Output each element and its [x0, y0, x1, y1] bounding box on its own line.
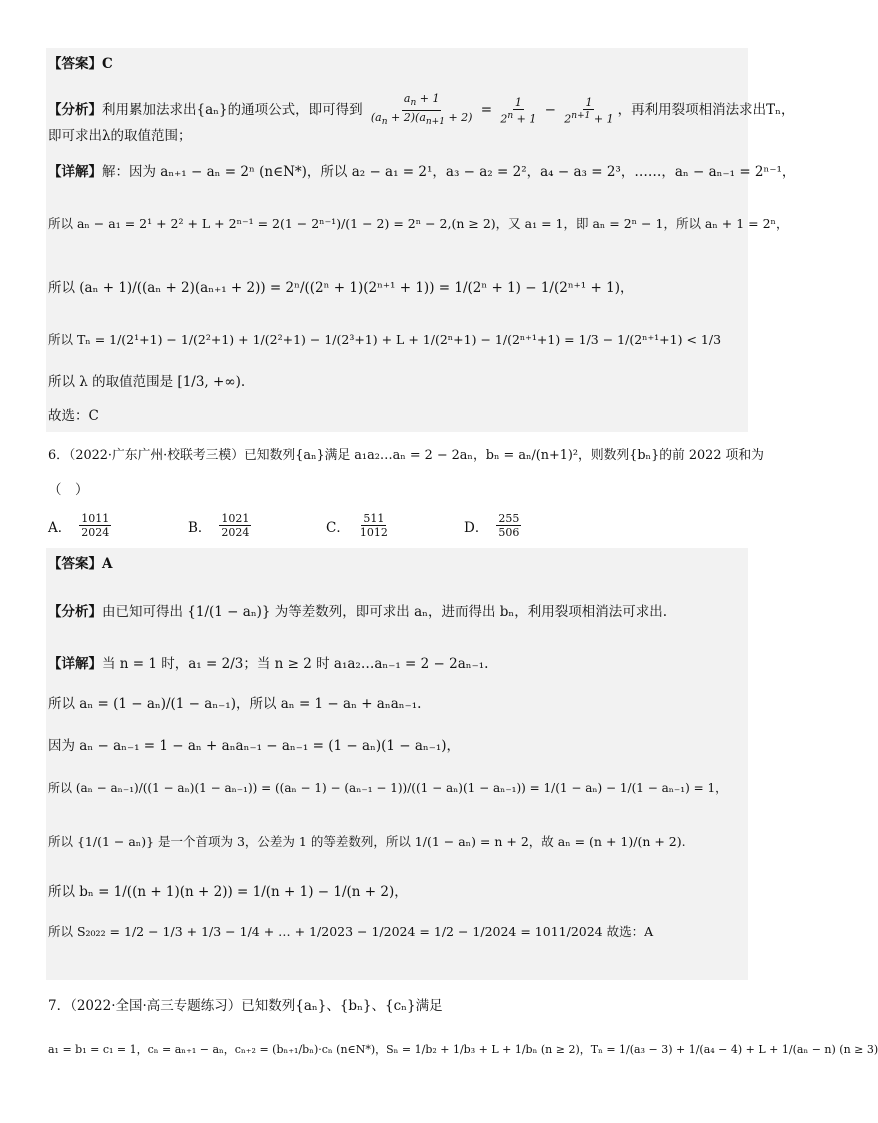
choice-5: 故选：C	[48, 408, 99, 424]
analysis-5-cont: 即可求出λ的取值范围；	[48, 128, 192, 144]
detail-6-3: 因为 aₙ − aₙ₋₁ = 1 − aₙ + aₙaₙ₋₁ − aₙ₋₁ = (1 − aₙ)(1 − aₙ₋₁)，	[48, 738, 461, 754]
detail-5-2: 所以 aₙ − a₁ = 2¹ + 2² + L + 2ⁿ⁻¹ = 2(1 − 2ⁿ⁻¹)/(1 − 2) = 2ⁿ − 2,(n ≥ 2)，又 a₁ = 1，即 aₙ = 2ⁿ − 1，所以 aₙ + 1 = 2ⁿ，	[48, 216, 789, 231]
detail-5-3: 所以 (aₙ + 1)/((aₙ + 2)(aₙ₊₁ + 2)) = 2ⁿ/((2ⁿ + 1)(2ⁿ⁺¹ + 1)) = 1/(2ⁿ + 1) − 1/(2ⁿ⁺¹ + 1)，	[48, 280, 634, 296]
detail-5-1: 【详解】解：因为 aₙ₊₁ − aₙ = 2ⁿ (n∈N*)，所以 a₂ − a₁ = 2¹，a₃ − a₂ = 2²，a₄ − a₃ = 2³，……，aₙ − aₙ₋₁ = 2ⁿ⁻¹，	[48, 164, 796, 180]
option-d[interactable]: D． $\frac{255}{506}$	[464, 512, 520, 539]
analysis-6: 【分析】由已知可得出 {1/(1 − aₙ)} 为等差数列，即可求出 aₙ，进而得出 bₙ，利用裂项相消法可求出.	[48, 604, 668, 620]
answer-5: 【答案】C	[48, 56, 113, 72]
detail-6-1: 【详解】当 n = 1 时，a₁ = 2/3；当 n ≥ 2 时 a₁a₂…aₙ₋₁ = 2 − 2aₙ₋₁.	[48, 656, 489, 672]
option-a[interactable]: A． $\frac{1011}{2024}$	[48, 512, 110, 539]
detail-6-6: 所以 bₙ = 1/((n + 1)(n + 2)) = 1/(n + 1) − 1/(n + 2)，	[48, 884, 408, 900]
detail-6-2: 所以 aₙ = (1 − aₙ)/(1 − aₙ₋₁)，所以 aₙ = 1 − aₙ + aₙaₙ₋₁.	[48, 696, 422, 712]
detail-6-5: 所以 {1/(1 − aₙ)} 是一个首项为 3，公差为 1 的等差数列，所以 1/(1 − aₙ) = n + 2，故 aₙ = (n + 1)/(n + 2).	[48, 834, 686, 849]
question-7-line2: a₁ = b₁ = c₁ = 1，cₙ = aₙ₊₁ − aₙ，cₙ₊₂ = (bₙ₊₁/bₙ)·cₙ (n∈N*)，Sₙ = 1/b₂ + 1/b₃ + L + 1/bₙ (n ≥ 2)，Tₙ = 1/(a₃ − 3) + 1/(a₄ − 4) + L + 1/(aₙ − n) (n ≥ 3)	[48, 1043, 878, 1056]
question-6-stem: 6．（2022·广东广州·校联考三模）已知数列{aₙ}满足 a₁a₂…aₙ = 2 − 2aₙ，bₙ = aₙ/(n+1)²，则数列{bₙ}的前 2022 项和为	[48, 448, 764, 463]
detail-5-5: 所以 λ 的取值范围是 [1/3, +∞).	[48, 374, 246, 390]
detail-6-4: 所以 (aₙ − aₙ₋₁)/((1 − aₙ)(1 − aₙ₋₁)) = ((aₙ − 1) − (aₙ₋₁ − 1))/((1 − aₙ)(1 − aₙ₋₁)) = 1/(1 − aₙ) − 1/(1 − aₙ₋₁) = 1，	[48, 781, 728, 795]
analysis-5: 【分析】利用累加法求出{aₙ}的通项公式，即可得到 $\frac{a_n + 1}{(a_n + 2)(a_{n+1} + 2)}$ = $\frac{1}{2^n + 1}$ − $\frac{1}{2^{n+1} + 1}$ ，再利用裂项相消法求出Tₙ，	[48, 92, 795, 128]
detail-5-4: 所以 Tₙ = 1/(2¹+1) − 1/(2²+1) + 1/(2²+1) − 1/(2³+1) + L + 1/(2ⁿ+1) − 1/(2ⁿ⁺¹+1) = 1/3 − 1/(2ⁿ⁺¹+1) < 1/3	[48, 332, 722, 347]
answer-6: 【答案】A	[48, 556, 113, 572]
question-6-paren: （ ）	[48, 482, 89, 498]
detail-6-7: 所以 S₂₀₂₂ = 1/2 − 1/3 + 1/3 − 1/4 + … + 1/2023 − 1/2024 = 1/2 − 1/2024 = 1011/2024 故选：A	[48, 924, 654, 939]
option-c[interactable]: C． $\frac{511}{1012}$	[326, 512, 388, 539]
option-b[interactable]: B． $\frac{1021}{2024}$	[188, 512, 250, 539]
question-7-stem: 7．（2022·全国·高三专题练习）已知数列{aₙ}、{bₙ}、{cₙ}满足	[48, 998, 443, 1014]
